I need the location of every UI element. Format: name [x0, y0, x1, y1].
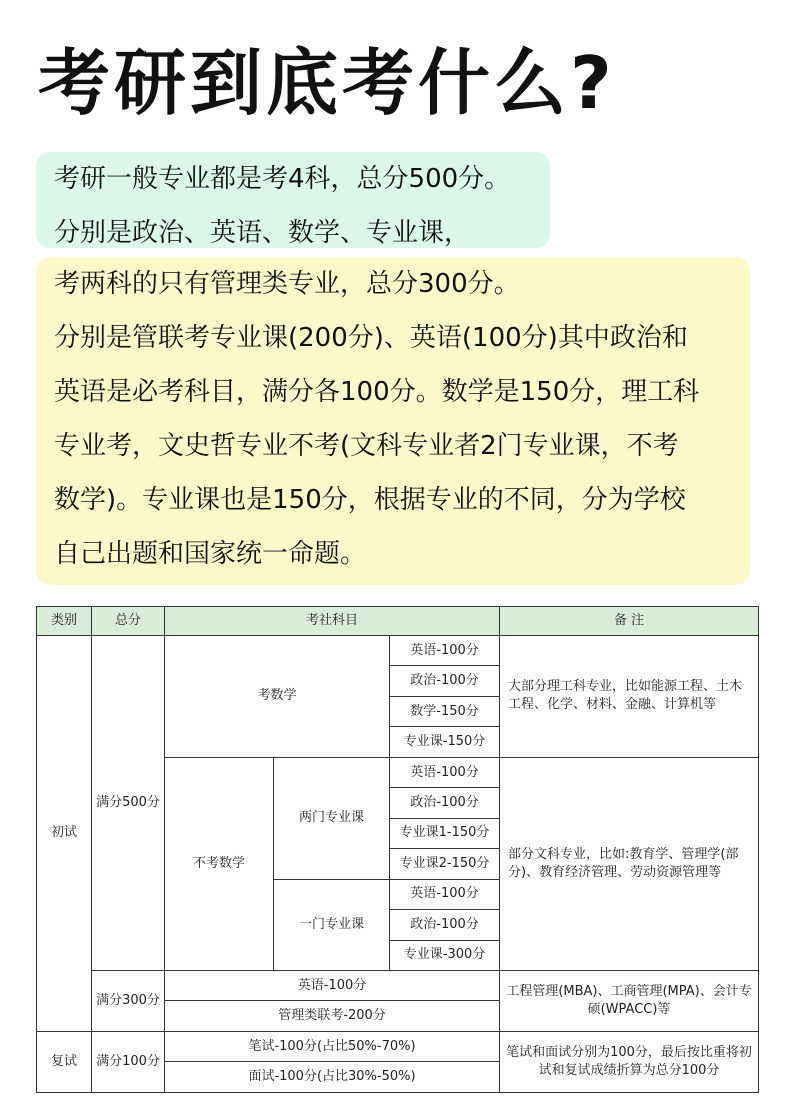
- subgroup-one-course: 一门专业课: [274, 879, 390, 970]
- subject-cell: 政治-100分: [390, 910, 500, 940]
- subject-cell: 英语-100分: [390, 636, 500, 666]
- group-bukao-math: 不考数学: [165, 757, 274, 970]
- intro-line: 数学)。专业课也是150分，根据专业的不同，分为学校: [54, 485, 686, 515]
- intro-line: 分别是政治、英语、数学、专业课，: [54, 218, 471, 248]
- intro-box-green: [36, 152, 550, 248]
- note-fushi: 笔试和面试分别为100分，最后按比重将初试和复试成绩折算为总分100分: [500, 1031, 759, 1092]
- note-300: 工程管理(MBA)、工商管理(MPA)、会计专硕(WPACC)等: [500, 970, 759, 1031]
- intro-line: 考两科的只有管理类专业，总分300分。: [54, 269, 520, 299]
- subject-cell: 英语-100分: [390, 879, 500, 909]
- subject-cell: 政治-100分: [390, 666, 500, 696]
- intro-line: 分别是管联考专业课(200分)、英语(100分)其中政治和: [54, 323, 688, 353]
- intro-box-yellow: [36, 257, 750, 585]
- subject-cell: 数学-150分: [390, 696, 500, 726]
- intro-line: 考研一般专业都是考4科，总分500分。: [54, 164, 511, 194]
- category-fushi: 复试: [37, 1031, 92, 1092]
- header-subjects: 考社科目: [165, 607, 500, 636]
- total-100: 满分100分: [92, 1031, 165, 1092]
- header-notes: 备 注: [500, 607, 759, 636]
- intro-line: 英语是必考科目，满分各100分。数学是150分，理工科: [54, 377, 700, 407]
- table-row: [37, 970, 759, 1000]
- subject-cell: 面试-100分(占比30%-50%): [165, 1062, 500, 1093]
- intro-line: 专业考，文史哲专业不考(文科专业者2门专业课，不考: [54, 431, 679, 461]
- category-chushi: 初试: [37, 636, 92, 1032]
- intro-line: 自己出题和国家统一命题。: [54, 539, 367, 569]
- header-category: 类别: [37, 607, 92, 636]
- table-header-row: [37, 607, 759, 636]
- subject-cell: 管理类联考-200分: [165, 1001, 500, 1031]
- note-kao-math: 大部分理工科专业，比如能源工程、土木工程、化学、材料、金融、计算机等: [500, 636, 759, 758]
- subject-cell: 英语-100分: [390, 757, 500, 787]
- exam-subjects-table: [36, 606, 759, 1093]
- table-row: [37, 1031, 759, 1061]
- subject-cell: 笔试-100分(占比50%-70%): [165, 1031, 500, 1061]
- page-title: 考研到底考什么?: [38, 41, 616, 125]
- header-total: 总分: [92, 607, 165, 636]
- note-bukao-math: 部分文科专业，比如:教育学、管理学(部分)、教育经济管理、劳动资源管理等: [500, 757, 759, 970]
- total-300: 满分300分: [92, 970, 165, 1031]
- subject-cell: 专业课1-150分: [390, 818, 500, 848]
- subject-cell: 政治-100分: [390, 788, 500, 818]
- subject-cell: 专业课2-150分: [390, 849, 500, 879]
- subgroup-two-courses: 两门专业课: [274, 757, 390, 879]
- table-row: [37, 636, 759, 666]
- group-kao-math: 考数学: [165, 636, 390, 758]
- subject-cell: 英语-100分: [165, 970, 500, 1000]
- subject-cell: 专业课-150分: [390, 727, 500, 757]
- subject-cell: 专业课-300分: [390, 940, 500, 970]
- total-500: 满分500分: [92, 636, 165, 971]
